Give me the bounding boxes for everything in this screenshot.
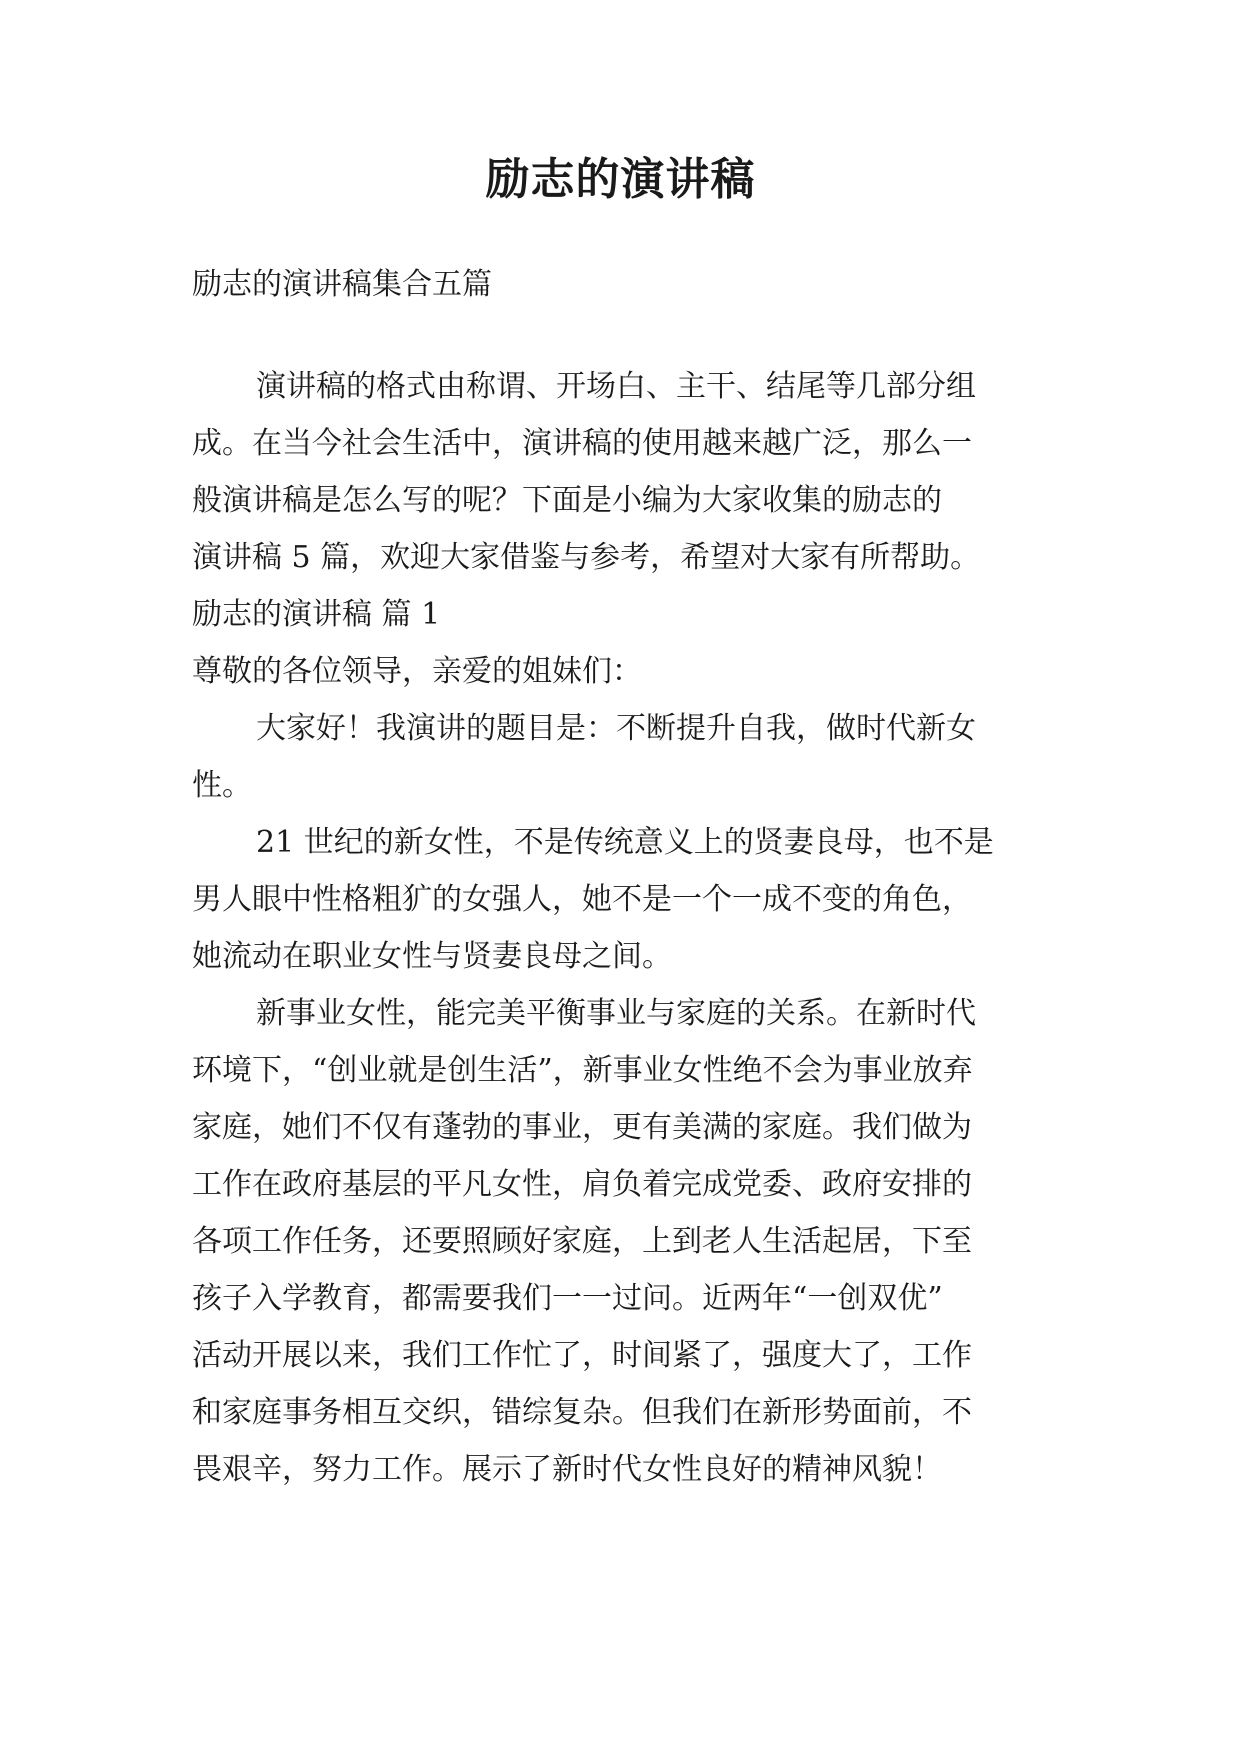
paragraph-line: 环境下，“创业就是创生活”，新事业女性绝不会为事业放弃 <box>192 1053 973 1088</box>
paragraph-line: 成。在当今社会生活中，演讲稿的使用越来越广泛，那么一 <box>192 426 972 461</box>
paragraph-line: 家庭，她们不仅有蓬勃的事业，更有美满的家庭。我们做为 <box>192 1110 972 1145</box>
paragraph-line: 男人眼中性格粗犷的女强人，她不是一个一成不变的角色， <box>192 882 972 917</box>
paragraph-line: 21 世纪的新女性，不是传统意义上的贤妻良母，也不是 <box>256 825 994 860</box>
document-subtitle: 励志的演讲稿集合五篇 <box>192 267 492 302</box>
section-heading: 励志的演讲稿 篇 1 <box>192 597 441 632</box>
paragraph-line: 畏艰辛，努力工作。展示了新时代女性良好的精神风貌！ <box>192 1452 942 1487</box>
paragraph-line: 和家庭事务相互交织，错综复杂。但我们在新形势面前，不 <box>192 1395 972 1430</box>
paragraph-line: 新事业女性，能完美平衡事业与家庭的关系。在新时代 <box>256 996 976 1031</box>
paragraph-line: 般演讲稿是怎么写的呢？下面是小编为大家收集的励志的 <box>192 483 942 518</box>
salutation: 尊敬的各位领导，亲爱的姐妹们： <box>192 654 642 689</box>
paragraph-line: 各项工作任务，还要照顾好家庭，上到老人生活起居，下至 <box>192 1224 972 1259</box>
paragraph-line: 演讲稿的格式由称谓、开场白、主干、结尾等几部分组 <box>256 369 976 404</box>
paragraph-line: 孩子入学教育，都需要我们一一过问。近两年“一创双优” <box>192 1281 943 1316</box>
paragraph-line: 性。 <box>192 768 252 803</box>
paragraph-line: 工作在政府基层的平凡女性，肩负着完成党委、政府安排的 <box>192 1167 972 1202</box>
document-title: 励志的演讲稿 <box>485 154 756 205</box>
paragraph-line: 她流动在职业女性与贤妻良母之间。 <box>192 939 672 974</box>
paragraph-line: 演讲稿 5 篇，欢迎大家借鉴与参考，希望对大家有所帮助。 <box>192 540 981 575</box>
paragraph-line: 大家好！我演讲的题目是：不断提升自我，做时代新女 <box>256 711 976 746</box>
paragraph-line: 活动开展以来，我们工作忙了，时间紧了，强度大了，工作 <box>192 1338 972 1373</box>
